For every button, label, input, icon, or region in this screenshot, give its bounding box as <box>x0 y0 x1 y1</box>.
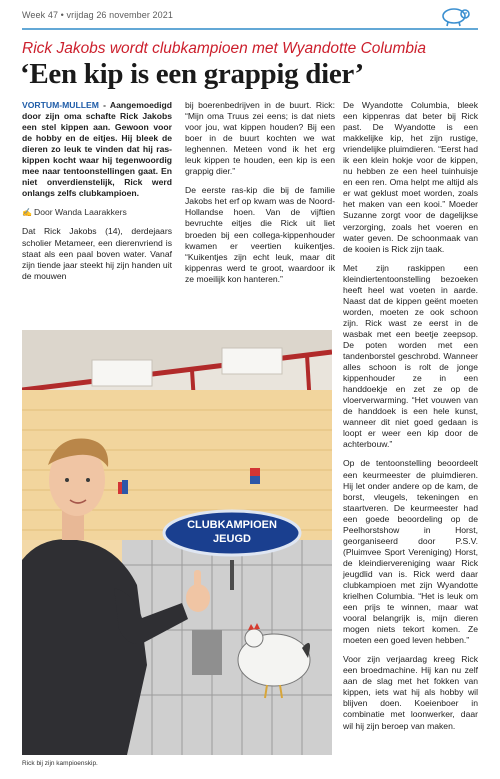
article-headline: ‘Een kip is een grappig dier’ <box>20 58 364 90</box>
paragraph: Voor zijn verjaardag kreeg Rick een broedmachine. Hij kan nu zelf aan de slag met het fokken van kippen, iets wat hij als hobby wil blijven doen. Koeienboer in combinatie met loonwerker, daar wil hij zijn beroep van maken. <box>343 654 478 731</box>
column-3 <box>343 100 478 732</box>
sign-line-2: JEUGD <box>213 533 251 545</box>
paragraph: Op de tentoonstelling beoordeelt een keurmeester de pluimdieren. Hij let onder andere op de kam, de borst, vleugels, tekeningen en staartveren. De keurmeester had een goede beoordeling op de Peelhorstshow in Horst, georganiseerd door P.S.V. (Pluimvee Sport Vereniging) Horst, de kleindiervereniging waar Rick jeugdlid van is. Rick werd daar clubkampioen met zijn Wyandotte krielhen Columbia. “Het is leuk om een prijs te winnen, maar wat vooral belangrijk is, mijn dieren mogen niets tekort komen. Ze moeten een goed leven hebben.” <box>343 458 478 646</box>
paragraph: Dat Rick Jakobs (14), derdejaars scholier Metameer, een dierenvriend is staat als een paal boven water. Vanaf zijn tiende jaar steekt hij zijn handen uit de mouwen <box>22 226 172 281</box>
column-1 <box>22 100 172 282</box>
column-2 <box>185 100 335 285</box>
paragraph: De Wyandotte Columbia, bleek een kippenras dat beter bij Rick past. De Wyandotte is een makkelijke kip, het zijn rustige, vriendelijke pluimdieren. “Eerst had ik een klein hokje voor de kippen, nu hebben ze een heel tuinhuisje en een ren. Oma helpt me altijd als er wat geklust moet worden, zoals het maken van een kooi.” Moeder Suzanne zorgt voor de dagelijkse verzorging, zoals het voeren en water geven. De schoonmaak van de kooien is Rick zijn taak. <box>343 100 478 254</box>
sheep-icon <box>432 5 478 27</box>
sign-line-1: CLUBKAMPIOEN <box>187 519 277 531</box>
lead-text: - Aangemoedigd door zijn oma schafte Rick Jakobs een stel kippen aan. Gewoon voor de hobby en de eitjes. Hij bleek de dieren zo leuk te vinden dat hij ras-kippen kocht waar hij tegenwoordig mee naar tentoonstellingen gaat. En niet onverdienstelijk, Rick werd onlangs zelfs clubkampioen. <box>22 100 172 199</box>
photo-caption: Rick bij zijn kampioenskip. <box>22 760 98 767</box>
paragraph: Met zijn raskippen een kleindiertentoonstelling bezoeken heeft heel wat voeten in aarde. Naast dat de kippen geënt moeten worden, moeten ze ook schoon zijn. Rick wast ze eerst in de wasbak met een beetje zeepsop. De poten worden met een tandenborstel geschrobd. Wanneer alles schoon is rolt de jonge kippenhouder ze in een handdoekje en zet ze op de vloerverwarming. “Het vouwen van de handdoek is een hele kunst, wanneer dit niet goed gedaan is loopt er weer een kip door de achterbouw.” <box>343 262 478 450</box>
dateline: VORTUM-MULLEM <box>22 100 99 110</box>
article-photo <box>22 330 332 755</box>
article-lead <box>22 100 172 199</box>
byline-text: Door Wanda Laarakkers <box>34 207 127 218</box>
paragraph: bij boerenbedrijven in de buurt. Rick: “Mijn oma Truus zei eens; is dat niets voor jou, wat kippen houden? Bij een boer in de buurt kochten we wat leghennen. Meteen vond ik het erg leuk kippen te houden, een kip is een grappig dier.” <box>185 100 335 177</box>
article-kicker: Rick Jakobs wordt clubkampioen met Wyandotte Columbia <box>22 40 427 57</box>
header-rule <box>22 28 478 30</box>
byline <box>22 207 172 218</box>
paragraph: De eerste ras-kip die bij de familie Jakobs het erf op kwam was de Noord-Hollandse hoen. Van de vijftien bevruchte eitjes die Rick uit liet broeden bij een collega-kippenhouder kwamen er veertien kuikentjes. “Kuikentjes zijn echt leuk, maar dit kippenras werd te groot, waardoor ik ze moeilijk kon hanteren.” <box>185 185 335 284</box>
photo-scene <box>22 330 332 755</box>
page-header <box>0 0 500 34</box>
pen-icon: ✍ <box>22 208 32 218</box>
issue-line: Week 47 • vrijdag 26 november 2021 <box>22 10 173 20</box>
